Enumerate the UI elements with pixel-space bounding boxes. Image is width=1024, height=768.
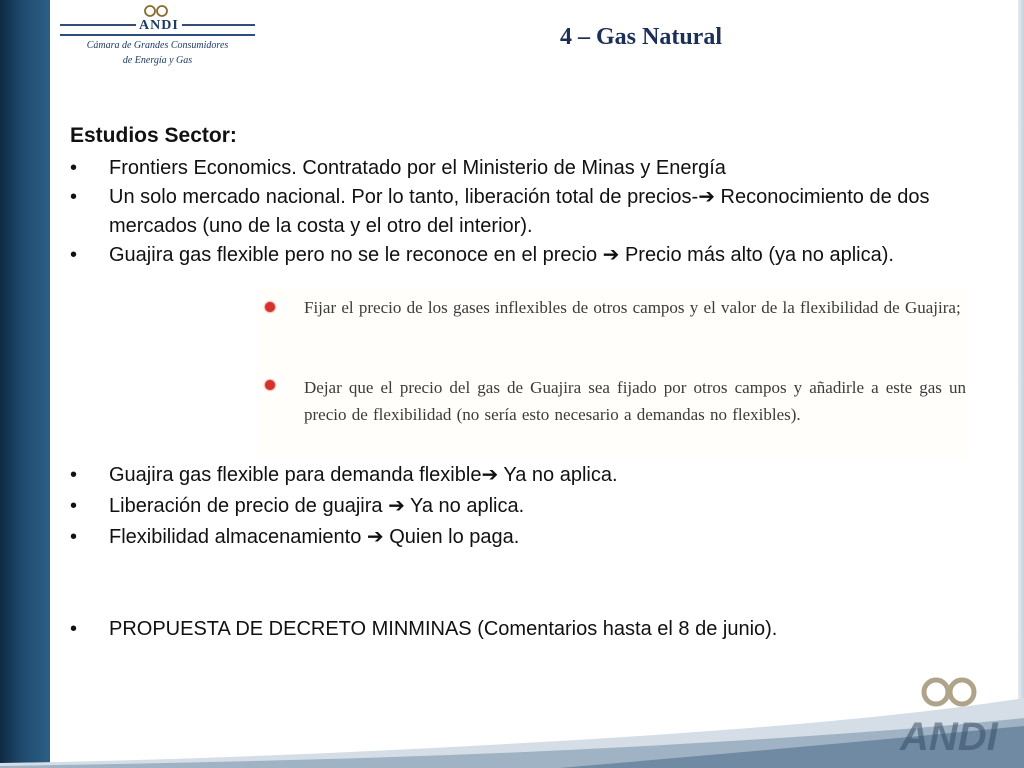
watermark-text: ANDI (900, 715, 998, 758)
bullet-text: Frontiers Economics. Contratado por el Ministerio de Minas y Energía (109, 157, 726, 179)
header-logo (60, 4, 255, 70)
bullet-text: Flexibilidad almacenamiento ➔ Quien lo paga. (109, 526, 520, 548)
list-item (70, 154, 1020, 183)
list-item (70, 241, 1004, 270)
excerpt-text: Dejar que el precio del gas de Guajira sea fijado por otros campos y añadirle a este gas un precio de flexibilidad (no sería esto necesario a demandas no flexibles). (304, 378, 966, 424)
slide-title: 4 – Gas Natural (560, 24, 722, 50)
bullet-list-bottom (70, 615, 1020, 644)
bullet-marker: • (70, 495, 78, 517)
bullet-text: PROPUESTA DE DECRETO MINMINAS (Comentarios hasta el 8 de junio). (109, 618, 778, 640)
bullet-marker: • (70, 526, 78, 548)
bullet-marker: • (70, 244, 78, 266)
list-item (70, 615, 1020, 644)
logo-subtitle-line2: de Energía y Gas (122, 55, 193, 66)
logo-rule-bottom (60, 34, 255, 36)
list-item (70, 183, 999, 241)
bullet-text: Liberación de precio de guajira ➔ Ya no aplica. (109, 495, 525, 517)
bottom-decorative-wave (0, 638, 1024, 768)
bullet-marker: • (70, 186, 78, 208)
bullet-marker: • (70, 464, 78, 486)
logo-subtitle-line1: Cámara de Grandes Consumidores (86, 40, 229, 51)
section-heading: Estudios Sector: (70, 124, 237, 147)
bullet-marker: • (70, 618, 78, 640)
bullet-list-top (70, 154, 1020, 270)
logo-wordmark: ANDI (136, 18, 182, 34)
andi-watermark-logo (896, 670, 1008, 758)
bullet-marker: • (70, 157, 78, 179)
list-item (70, 492, 1020, 523)
bullet-text: Guajira gas flexible pero no se le reconoce en el precio ➔ Precio más alto (ya no aplica). (109, 244, 894, 266)
list-item (70, 523, 1020, 554)
list-item (70, 461, 1020, 492)
bullet-list-middle (70, 461, 1020, 554)
bullet-text: Un solo mercado nacional. Por lo tanto, liberación total de precios-➔ Reconocimiento de dos mercados (uno de la costa y el otro del interior). (109, 186, 930, 237)
red-bullet-icon (265, 302, 275, 312)
red-bullet-icon (265, 380, 275, 390)
logo-rings-icon (144, 4, 168, 18)
excerpt-text: Fijar el precio de los gases inflexibles de otros campos y el valor de la flexibilidad de Guajira; (304, 298, 961, 317)
scanned-excerpt (258, 288, 968, 458)
bullet-text: Guajira gas flexible para demanda flexible➔ Ya no aplica. (109, 464, 618, 486)
